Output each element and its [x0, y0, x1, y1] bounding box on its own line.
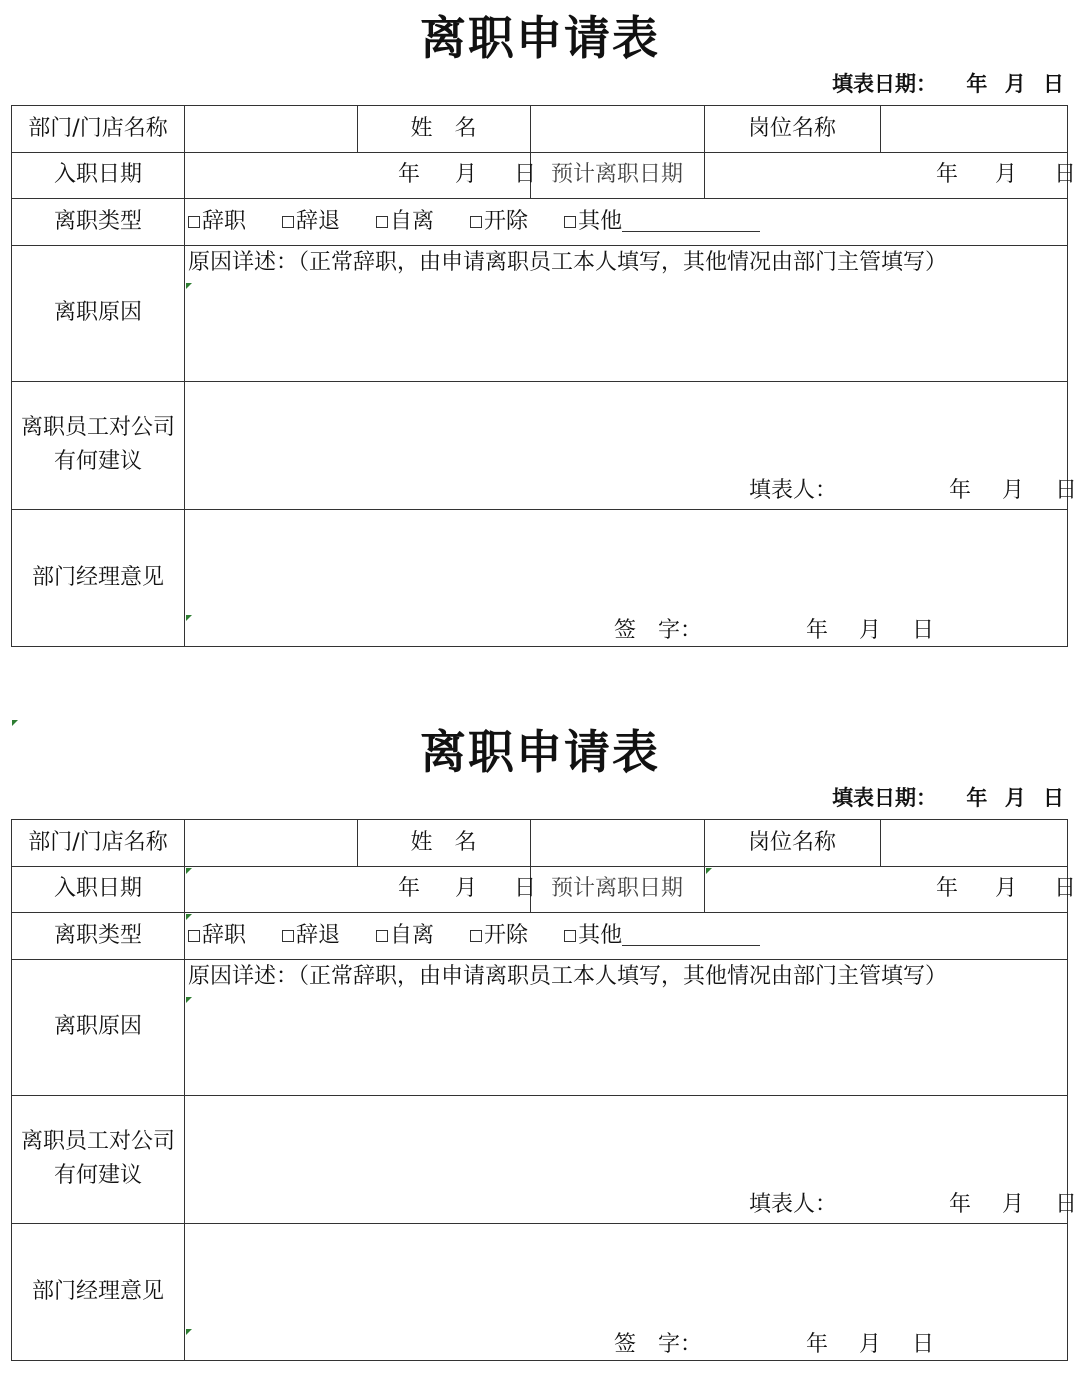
checkbox-icon: [470, 216, 482, 228]
filler-year: 年: [949, 1192, 972, 1217]
leave-type-label: 离职类型: [53, 208, 142, 234]
hire-month: 月: [455, 876, 478, 901]
option-dismissed[interactable]: 辞退: [282, 208, 340, 236]
fill-date-day: 日: [1043, 786, 1064, 810]
manager-field[interactable]: [184, 509, 1067, 646]
suggestion-label: 离职员工对公司 有何建议: [20, 415, 175, 474]
name-label: 姓 名: [410, 116, 477, 141]
hire-date-field[interactable]: [184, 152, 537, 198]
option-left-without-notice[interactable]: 自离: [376, 922, 434, 950]
option-other[interactable]: 其他: [564, 922, 760, 950]
dept-store-field[interactable]: [184, 820, 357, 866]
position-field[interactable]: [880, 820, 1067, 866]
checkbox-icon: [564, 216, 576, 228]
checkbox-icon: [564, 930, 576, 942]
fill-date-label: 填表日期：: [832, 72, 938, 96]
sign-year: 年: [806, 618, 829, 643]
reason-label: 离职原因: [53, 300, 142, 325]
sign-label: 签 字：: [614, 1332, 703, 1357]
hire-year: 年: [398, 876, 421, 901]
sign-month: 月: [859, 1332, 882, 1357]
manager-label: 部门经理意见: [31, 1278, 164, 1304]
dept-store-label: 部门/门店名称: [28, 830, 168, 855]
checkbox-icon: [282, 930, 294, 942]
expected-leave-field[interactable]: [704, 152, 1077, 198]
name-label: 姓 名: [410, 830, 477, 855]
checkbox-icon: [376, 930, 388, 942]
suggestion-label: 离职员工对公司 有何建议: [20, 1129, 175, 1188]
fill-date-month: 月: [1004, 786, 1026, 810]
form-grid: [11, 819, 1078, 1361]
option-other[interactable]: 其他: [564, 208, 760, 236]
sign-month: 月: [859, 618, 882, 643]
fill-date-year: 年: [966, 786, 988, 810]
reason-field[interactable]: [184, 959, 1067, 1095]
position-field[interactable]: [880, 106, 1067, 152]
filler-day: 日: [1055, 1192, 1078, 1217]
fill-date-label: 填表日期：: [832, 786, 938, 810]
sign-day: 日: [912, 1332, 935, 1357]
option-expelled[interactable]: 开除: [470, 922, 528, 950]
form-grid: [11, 105, 1078, 647]
option-expelled[interactable]: 开除: [470, 208, 528, 236]
filler-month: 月: [1002, 1192, 1025, 1217]
expected-leave-field[interactable]: [704, 866, 1077, 912]
hire-date-label: 入职日期: [53, 876, 142, 901]
reason-detail: 原因详述：（正常辞职，由申请离职员工本人填写，其他情况由部门主管填写）: [188, 964, 948, 989]
checkbox-icon: [376, 216, 388, 228]
checkbox-icon: [188, 930, 200, 942]
leave-month: 月: [995, 876, 1018, 901]
expected-leave-label: 预计离职日期: [550, 162, 683, 187]
sign-label: 签 字：: [614, 618, 703, 643]
leave-year: 年: [936, 876, 959, 901]
manager-label: 部门经理意见: [31, 564, 164, 590]
form-title: 离职申请表: [420, 725, 660, 779]
reason-detail: 原因详述：（正常辞职，由申请离职员工本人填写，其他情况由部门主管填写）: [188, 250, 948, 275]
sign-year: 年: [806, 1332, 829, 1357]
leave-month: 月: [995, 162, 1018, 187]
leave-day: 日: [1054, 876, 1077, 901]
expected-leave-label: 预计离职日期: [550, 876, 683, 901]
other-underline[interactable]: [622, 925, 760, 946]
suggestion-field[interactable]: [184, 381, 1078, 509]
reason-label: 离职原因: [53, 1014, 142, 1039]
filler-label: 填表人：: [749, 1192, 838, 1217]
fill-date-month: 月: [1004, 72, 1026, 96]
fill-date: [832, 784, 1064, 812]
hire-month: 月: [455, 162, 478, 187]
option-resign[interactable]: 辞职: [188, 922, 246, 950]
fill-date-year: 年: [966, 72, 988, 96]
position-label: 岗位名称: [747, 830, 836, 855]
leave-type-options: [184, 912, 1067, 959]
name-field[interactable]: [530, 106, 704, 152]
hire-date-label: 入职日期: [53, 162, 142, 187]
filler-day: 日: [1055, 478, 1078, 503]
filler-label: 填表人：: [749, 478, 838, 503]
hire-date-field[interactable]: [184, 866, 537, 912]
leave-type-options: [184, 198, 1067, 245]
checkbox-icon: [188, 216, 200, 228]
leave-day: 日: [1054, 162, 1077, 187]
option-resign[interactable]: 辞职: [188, 208, 246, 236]
option-dismissed[interactable]: 辞退: [282, 922, 340, 950]
fill-date-day: 日: [1043, 72, 1064, 96]
name-field[interactable]: [530, 820, 704, 866]
suggestion-field[interactable]: [184, 1095, 1078, 1223]
hire-year: 年: [398, 162, 421, 187]
leave-type-label: 离职类型: [53, 922, 142, 948]
option-left-without-notice[interactable]: 自离: [376, 208, 434, 236]
other-underline[interactable]: [622, 211, 760, 232]
position-label: 岗位名称: [747, 116, 836, 141]
dept-store-field[interactable]: [184, 106, 357, 152]
dept-store-label: 部门/门店名称: [28, 116, 168, 141]
fill-date: [832, 70, 1064, 98]
form-title: 离职申请表: [420, 11, 660, 65]
hire-day: 日: [514, 876, 537, 901]
reason-field[interactable]: [184, 245, 1067, 381]
leave-year: 年: [936, 162, 959, 187]
hire-day: 日: [514, 162, 537, 187]
checkbox-icon: [282, 216, 294, 228]
filler-year: 年: [949, 478, 972, 503]
checkbox-icon: [470, 930, 482, 942]
manager-field[interactable]: [184, 1223, 1067, 1360]
filler-month: 月: [1002, 478, 1025, 503]
sign-day: 日: [912, 618, 935, 643]
